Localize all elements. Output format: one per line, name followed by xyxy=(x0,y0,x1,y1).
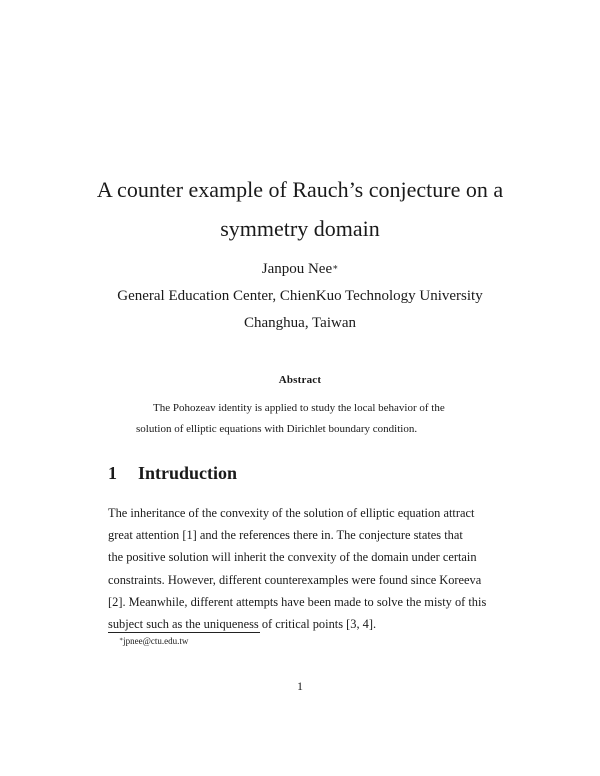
footnote-email: jpnee@ctu.edu.tw xyxy=(123,636,189,646)
affiliation-line-2: Changhua, Taiwan xyxy=(244,315,356,331)
body-line: the positive solution will inherit the convexity of the domain under certain xyxy=(108,550,477,565)
title-line-2: symmetry domain xyxy=(220,216,380,241)
body-paragraph xyxy=(108,502,492,635)
author-footnote-marker: ∗ xyxy=(332,262,339,272)
body-line: constraints. However, different counterexamples were found since Koreeva xyxy=(108,572,482,587)
section-title: Intruduction xyxy=(138,463,238,483)
footnote-rule xyxy=(108,632,260,633)
title-line-1: A counter example of Rauch’s conjecture on a xyxy=(96,177,504,202)
footnote xyxy=(119,636,188,646)
abstract-line-2: solution of elliptic equations with Dirichlet boundary condition. xyxy=(136,423,418,435)
body-line: subject such as the uniqueness of critical points [3, 4]. xyxy=(108,617,377,632)
body-line: [2]. Meanwhile, different attempts have been made to solve the misty of this xyxy=(108,594,487,609)
section-number: 1 xyxy=(108,463,117,483)
author-name: Janpou Nee xyxy=(261,261,333,277)
abstract-line-1: The Pohozeav identity is applied to study the local behavior of the xyxy=(153,402,445,414)
footnote-marker: ∗ xyxy=(119,637,124,643)
affiliation-line-1: General Education Center, ChienKuo Technology University xyxy=(117,288,483,304)
section-heading xyxy=(108,463,237,484)
abstract-body xyxy=(136,398,466,440)
abstract-heading: Abstract xyxy=(278,374,322,386)
body-line: great attention [1] and the references there in. The conjecture states that xyxy=(108,528,463,543)
affiliation xyxy=(0,283,600,337)
author xyxy=(0,256,600,282)
paper-title xyxy=(0,170,600,248)
body-line: The inheritance of the convexity of the solution of elliptic equation attract xyxy=(108,506,475,520)
page-number: 1 xyxy=(297,679,303,693)
